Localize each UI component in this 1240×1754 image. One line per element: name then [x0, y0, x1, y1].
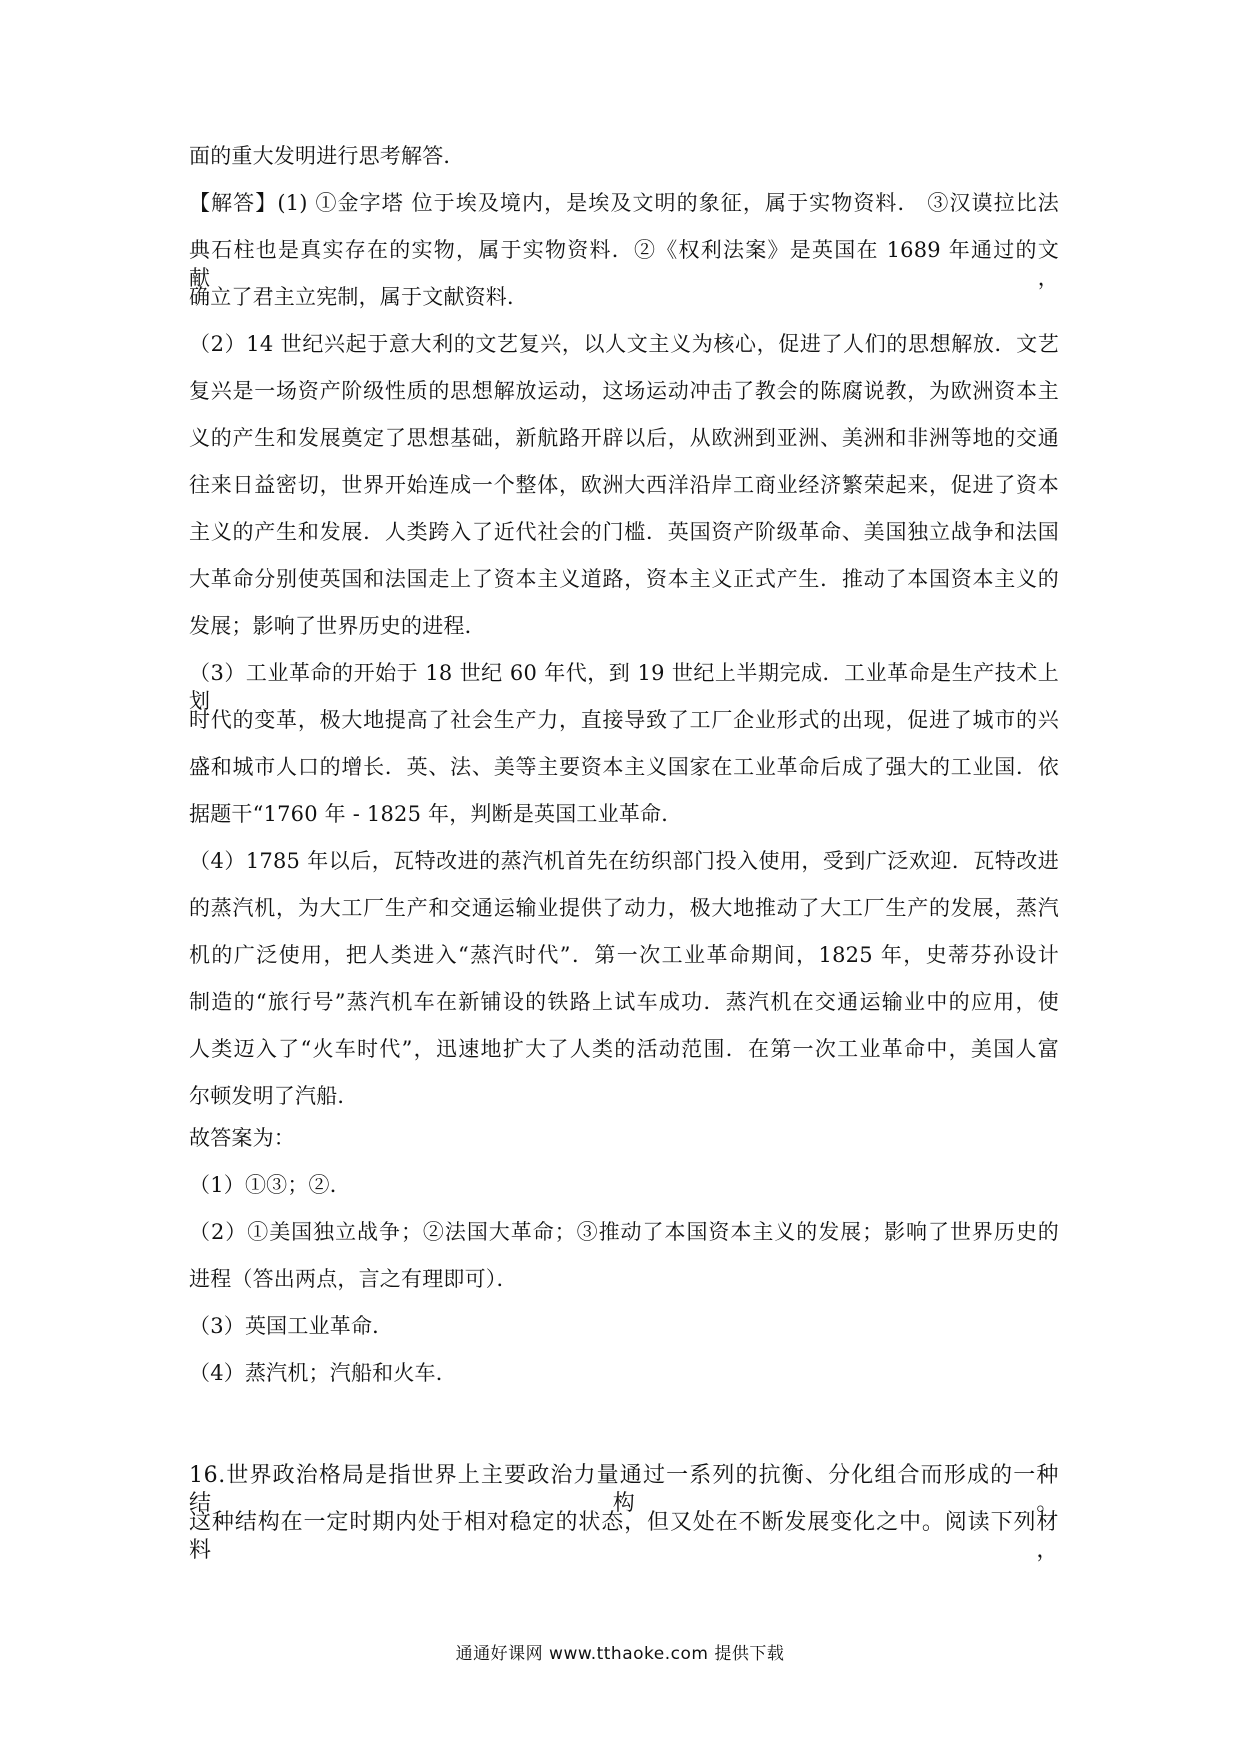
text-line: 尔顿发明了汽船．: [189, 1084, 359, 1108]
question-16-line: 16.世界政治格局是指世界上主要政治力量通过一系列的抗衡、分化组合而形成的一种结构。: [189, 1463, 1059, 1516]
text-line: 确立了君主立宪制，属于文献资料．: [189, 285, 529, 309]
answer-item-2: （2）①美国独立战争；②法国大革命；③推动了本国资本主义的发展；影响了世界历史的: [189, 1220, 1059, 1244]
answer-heading-line: 【解答】(1) ①金字塔 位于埃及境内，是埃及文明的象征，属于实物资料． ③汉谟拉比法: [189, 191, 1059, 215]
text-line: 据题干“1760 年 - 1825 年，判断是英国工业革命．: [189, 802, 683, 826]
text-line: 制造的“旅行号”蒸汽机车在新铺设的铁路上试车成功．蒸汽机在交通运输业中的应用，使: [189, 990, 1059, 1014]
answer-item-4: （4）蒸汽机；汽船和火车．: [189, 1361, 457, 1385]
text-line: 机的广泛使用，把人类进入“蒸汽时代”．第一次工业革命期间，1825 年，史蒂芬孙设计: [189, 943, 1059, 967]
text-line: （4）1785 年以后，瓦特改进的蒸汽机首先在纺织部门投入使用，受到广泛欢迎．瓦特改进: [189, 849, 1059, 873]
text-line: 的蒸汽机，为大工厂生产和交通运输业提供了动力，极大地推动了大工厂生产的发展，蒸汽: [189, 896, 1059, 920]
text-line: 复兴是一场资产阶级性质的思想解放运动，这场运动冲击了教会的陈腐说教，为欧洲资本主: [189, 379, 1059, 403]
text-line: 主义的产生和发展．人类跨入了近代社会的门槛．英国资产阶级革命、美国独立战争和法国: [189, 520, 1059, 544]
question-16-line: 这种结构在一定时期内处于相对稳定的状态，但又处在不断发展变化之中。阅读下列材料，: [189, 1510, 1059, 1563]
text-line: 义的产生和发展奠定了思想基础，新航路开辟以后，从欧洲到亚洲、美洲和非洲等地的交通: [189, 426, 1059, 450]
answer-intro-line: 故答案为：: [189, 1126, 295, 1150]
text-line: 盛和城市人口的增长．英、法、美等主要资本主义国家在工业革命后成了强大的工业国．依: [189, 755, 1059, 779]
text-line: 进程（答出两点，言之有理即可）．: [189, 1267, 518, 1291]
text-line: 往来日益密切，世界开始连成一个整体，欧洲大西洋沿岸工商业经济繁荣起来，促进了资本: [189, 473, 1059, 497]
text-line: （3）工业革命的开始于 18 世纪 60 年代，到 19 世纪上半期完成．工业革命是生产技术上划: [189, 661, 1059, 713]
page-footer: 通通好课网 www.tthaoke.com 提供下载: [455, 1644, 785, 1664]
text-line: 大革命分别使英国和法国走上了资本主义道路，资本主义正式产生．推动了本国资本主义的: [189, 567, 1059, 591]
text-line: 人类迈入了“火车时代”，迅速地扩大了人类的活动范围．在第一次工业革命中，美国人富: [189, 1037, 1059, 1061]
text-line: （2）14 世纪兴起于意大利的文艺复兴，以人文主义为核心，促进了人们的思想解放．文艺: [189, 332, 1059, 356]
answer-item-3: （3）英国工业革命．: [189, 1314, 394, 1338]
answer-item-1: （1）①③；②．: [189, 1173, 351, 1197]
text-line: 典石柱也是真实存在的实物，属于实物资料．②《权利法案》是英国在 1689 年通过的文献，: [189, 238, 1059, 290]
text-line: 面的重大发明进行思考解答．: [189, 144, 465, 168]
text-line: 发展；影响了世界历史的进程．: [189, 614, 486, 638]
text-line: 时代的变革，极大地提高了社会生产力，直接导致了工厂企业形式的出现，促进了城市的兴: [189, 708, 1059, 732]
